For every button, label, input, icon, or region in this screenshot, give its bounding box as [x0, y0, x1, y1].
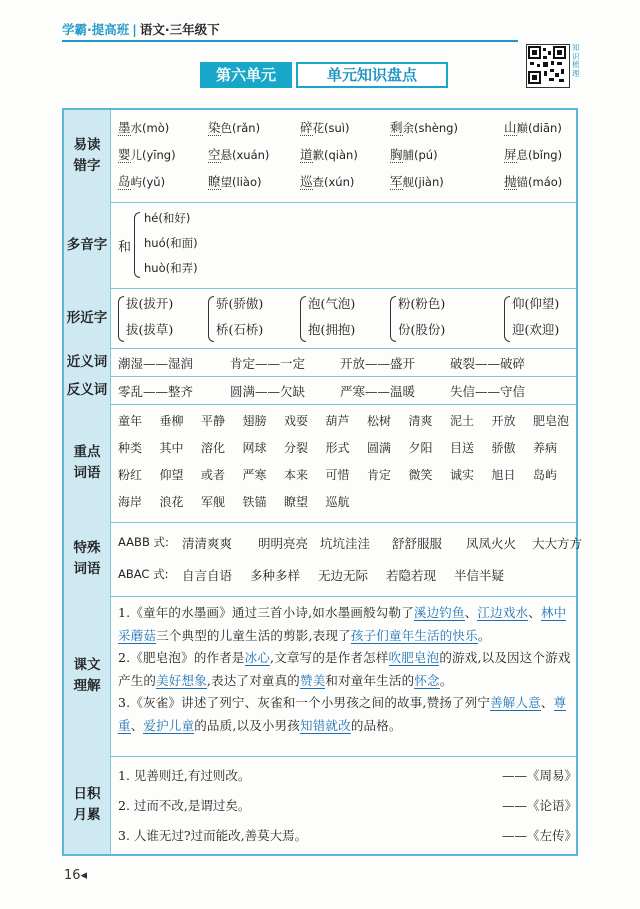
- synonym-pair: 开放——盛开: [340, 356, 416, 371]
- key-word: 垂柳: [159, 414, 184, 428]
- polyphone-char: 和: [118, 240, 132, 255]
- misread-item: [118, 118, 169, 136]
- highlighted-phrase: 溪边钓鱼: [413, 605, 465, 620]
- text-segment: 、: [464, 605, 478, 620]
- saying-text: 3. 人谁无过?过而能改,善莫大焉。: [118, 828, 308, 843]
- key-word: 粉红: [118, 468, 143, 482]
- synonym-list: [118, 348, 572, 376]
- saying-source: ——《周易》: [502, 768, 578, 783]
- key-word: 铁锚: [242, 495, 267, 509]
- misread-item: [208, 172, 261, 190]
- similar-char-item: 抱(拥抱): [308, 322, 356, 337]
- understanding-paragraph-3: [118, 692, 572, 737]
- highlighted-phrase: 孩子们童年生活的快乐: [350, 627, 478, 643]
- text-segment: 和对童年生活的: [325, 672, 415, 688]
- brace: [390, 296, 396, 342]
- section-similar-chars: [64, 288, 576, 349]
- section-polyphone: [64, 202, 576, 289]
- saying-source: ——《左传》: [502, 828, 578, 843]
- highlighted-phrase: 尊重: [118, 695, 567, 733]
- misread-pinyin: 悬(xuán): [220, 148, 270, 162]
- section-label: 重点词语: [64, 404, 111, 522]
- misread-pinyin: 舰(jiàn): [402, 175, 444, 189]
- text-segment: 、: [130, 717, 144, 733]
- key-word: 瞭望: [284, 495, 309, 509]
- similar-char-item: 份(股份): [398, 322, 446, 337]
- misread-pinyin: 巅(diān): [516, 121, 562, 135]
- misread-item: [390, 118, 458, 136]
- misread-item: [504, 118, 562, 136]
- abac-word: 无边无际: [318, 568, 369, 583]
- misread-item: [390, 172, 444, 190]
- misread-item: [300, 118, 349, 136]
- section-special-words: [64, 522, 583, 597]
- misread-char: 碎: [300, 120, 313, 135]
- brace: [134, 212, 140, 278]
- highlighted-phrase: 林中采蘑菇: [118, 605, 567, 643]
- key-word: 夕阳: [408, 441, 433, 455]
- knowledge-table: [62, 108, 583, 856]
- text-segment: 的品格。: [350, 717, 402, 733]
- text-segment: 3.《灰雀》讲述了列宁、灰雀和一个小男孩之间的故事,赞扬了列宁: [118, 695, 491, 710]
- highlighted-phrase: 江边戏水: [477, 605, 529, 620]
- key-word: 骄傲: [491, 441, 516, 455]
- antonym-list: [118, 376, 572, 404]
- key-word: 泥土: [450, 414, 475, 428]
- synonym-pair: 潮湿——湿润: [118, 356, 194, 371]
- text-segment: ,文章写的是作者怎样: [270, 650, 389, 665]
- page-number: 16◂: [64, 868, 88, 883]
- key-word: 种类: [118, 441, 143, 455]
- key-word: 微笑: [408, 468, 433, 482]
- key-word: 清爽: [408, 414, 433, 428]
- misread-char: 空: [208, 147, 221, 162]
- special-words-list: [118, 522, 583, 596]
- qr-code-icon[interactable]: [526, 44, 570, 88]
- key-word: 可惜: [325, 468, 350, 482]
- saying-text: 1. 见善则迁,有过则改。: [118, 768, 251, 783]
- section-label: 形近字: [64, 288, 111, 348]
- highlighted-phrase: 冰心: [244, 650, 271, 665]
- key-word: 目送: [450, 441, 475, 455]
- misread-pinyin: 望(liào): [220, 175, 262, 189]
- key-word: 松树: [367, 414, 392, 428]
- antonym-pair: 圆满——欠缺: [230, 384, 306, 399]
- section-easy-misread: [64, 110, 576, 203]
- key-word: 葫芦: [325, 414, 350, 428]
- section-label: 多音字: [64, 202, 111, 288]
- misread-item: [504, 145, 562, 163]
- similar-chars-list: [118, 288, 572, 348]
- key-word: 童年: [118, 414, 143, 428]
- misread-pinyin: 锚(máo): [516, 175, 563, 189]
- misread-item: [118, 172, 165, 190]
- highlighted-phrase: 赞美: [300, 672, 326, 688]
- key-words-grid: [118, 404, 572, 522]
- antonym-pair: 失信——守信: [450, 384, 526, 399]
- highlighted-phrase: 知错就改: [300, 717, 351, 733]
- qr-label: 知识梳理: [572, 43, 580, 78]
- key-word: 严寒: [242, 468, 267, 482]
- text-segment: 、: [540, 695, 554, 710]
- misread-char: 山: [504, 120, 517, 135]
- brand-separator: |: [132, 22, 137, 37]
- aabb-prefix: AABB 式:: [118, 535, 169, 549]
- antonym-pair: 严寒——温暖: [340, 384, 416, 399]
- key-word: 肥皂泡: [533, 414, 570, 428]
- similar-char-item: 泡(气泡): [308, 296, 356, 311]
- aabb-word: 清清爽爽: [182, 536, 233, 551]
- unit-tag: 第六单元: [200, 62, 292, 88]
- text-segment: 1.《童年的水墨画》通过三首小诗,如水墨画般勾勒了: [118, 605, 414, 620]
- highlighted-phrase: 善解人意: [490, 695, 541, 710]
- subject-name: 语文·三年级下: [139, 22, 220, 37]
- section-label: 反义词: [64, 376, 111, 404]
- brace: [208, 296, 214, 342]
- key-word: 其中: [159, 441, 184, 455]
- misread-char: 巡: [300, 174, 313, 189]
- polyphone-reading: hé(和好): [144, 211, 191, 225]
- misread-item: [118, 145, 176, 163]
- text-segment: 。: [477, 627, 491, 643]
- daily-accum-body: [118, 756, 578, 854]
- key-word: 形式: [325, 441, 350, 455]
- highlighted-phrase: 美好想象: [156, 672, 207, 688]
- misread-char: 婴: [118, 147, 131, 162]
- misread-list: [118, 110, 572, 202]
- unit-title: 单元知识盘点: [296, 62, 448, 88]
- misread-pinyin: 花(suì): [312, 121, 350, 135]
- abac-word: 半信半疑: [454, 568, 505, 583]
- misread-item: [208, 118, 260, 136]
- synonym-pair: 肯定——一定: [230, 356, 306, 371]
- understanding-paragraph-1: [118, 602, 572, 647]
- similar-char-item: 迎(欢迎): [512, 322, 560, 337]
- key-word: 本来: [284, 468, 309, 482]
- misread-char: 道: [300, 147, 313, 162]
- misread-pinyin: 儿(yīng): [130, 148, 176, 162]
- key-word: 军舰: [201, 495, 226, 509]
- polyphone-body: [118, 202, 572, 288]
- aabb-word: 坑坑洼洼: [320, 536, 371, 551]
- abac-prefix: ABAC 式:: [118, 567, 169, 581]
- misread-pinyin: 水(mò): [130, 121, 170, 135]
- saying-source: ——《论语》: [502, 798, 578, 813]
- misread-char: 军: [390, 174, 403, 189]
- misread-pinyin: 息(bǐng): [516, 148, 563, 162]
- section-label: 特殊词语: [64, 522, 111, 596]
- key-word: 岛屿: [533, 468, 558, 482]
- text-segment: 三个典型的儿童生活的剪影,表现了: [156, 627, 351, 643]
- misread-pinyin: 查(xún): [312, 175, 355, 189]
- abac-word: 若隐若现: [386, 568, 437, 583]
- misread-char: 抛: [504, 174, 517, 189]
- key-word: 浪花: [159, 495, 184, 509]
- key-word: 平静: [201, 414, 226, 428]
- text-segment: 。: [439, 672, 453, 688]
- misread-item: [300, 145, 358, 163]
- key-word: 或者: [201, 468, 226, 482]
- misread-pinyin: 屿(yǔ): [130, 175, 166, 189]
- polyphone-reading: huò(和弄): [144, 261, 198, 275]
- polyphone-reading: huó(和面): [144, 236, 198, 250]
- page-header: [0, 0, 640, 44]
- section-understanding: [64, 596, 576, 757]
- similar-char-item: 骄(骄傲): [216, 296, 264, 311]
- key-word: 旭日: [491, 468, 516, 482]
- key-word: 翅膀: [242, 414, 267, 428]
- section-label: 易读错字: [64, 110, 111, 202]
- key-word: 网球: [242, 441, 267, 455]
- misread-item: [300, 172, 354, 190]
- abac-word: 多种多样: [250, 568, 301, 583]
- brand-line: [62, 20, 220, 38]
- brace: [504, 296, 510, 342]
- key-word: 圆满: [367, 441, 392, 455]
- misread-char: 岛: [118, 174, 131, 189]
- understanding-body: [118, 602, 572, 756]
- abac-word: 自言自语: [182, 568, 233, 583]
- misread-pinyin: 余(shèng): [402, 121, 458, 135]
- key-word: 仰望: [159, 468, 184, 482]
- brace: [118, 296, 124, 342]
- similar-char-item: 拔(拔开): [126, 296, 174, 311]
- similar-char-item: 粉(粉色): [398, 296, 446, 311]
- highlighted-phrase: 爱护儿童: [143, 717, 195, 733]
- misread-char: 剩: [390, 120, 403, 135]
- text-segment: 的游戏,以及因这个游戏产生的: [118, 650, 571, 688]
- key-word: 肯定: [367, 468, 392, 482]
- key-word: 巡航: [325, 495, 350, 509]
- header-rule: [62, 40, 518, 42]
- key-word: 溶化: [201, 441, 226, 455]
- misread-char: 瞭: [208, 174, 221, 189]
- highlighted-phrase: 吹肥皂泡: [388, 650, 440, 665]
- aabb-word: 舒舒服服: [392, 536, 443, 551]
- key-word: 诚实: [450, 468, 475, 482]
- section-label: 课文理解: [64, 596, 111, 756]
- text-segment: 的品质,以及小男孩: [194, 717, 300, 733]
- section-daily-accum: [64, 756, 576, 854]
- key-word: 分裂: [284, 441, 309, 455]
- section-key-words: [64, 404, 576, 523]
- misread-char: 屏: [504, 147, 517, 162]
- misread-pinyin: 歉(qiàn): [312, 148, 358, 162]
- section-synonyms: [64, 348, 576, 377]
- section-label: 日积月累: [64, 756, 111, 854]
- highlighted-phrase: 怀念: [414, 672, 440, 688]
- similar-char-item: 仰(仰望): [512, 296, 560, 311]
- misread-item: [208, 145, 269, 163]
- text-segment: 、: [528, 605, 541, 620]
- misread-char: 墨: [118, 120, 131, 135]
- misread-pinyin: 脯(pú): [402, 148, 438, 162]
- brace: [300, 296, 306, 342]
- aabb-word: 大大方方: [532, 536, 583, 551]
- misread-item: [390, 145, 438, 163]
- key-word: 养病: [533, 441, 558, 455]
- similar-char-item: 拔(拔草): [126, 322, 174, 337]
- aabb-word: 凤凤火火: [466, 536, 517, 551]
- misread-char: 染: [208, 120, 221, 135]
- synonym-pair: 破裂——破碎: [450, 356, 526, 371]
- section-antonyms: [64, 376, 576, 405]
- misread-item: [504, 172, 562, 190]
- aabb-word: 明明亮亮: [258, 536, 309, 551]
- key-word: 戏耍: [284, 414, 309, 428]
- brand-name: 学霸·提高班: [62, 22, 130, 37]
- similar-char-item: 桥(石桥): [216, 322, 264, 337]
- saying-text: 2. 过而不改,是谓过矣。: [118, 798, 251, 813]
- understanding-paragraph-2: [118, 647, 572, 692]
- section-label: 近义词: [64, 348, 111, 376]
- key-word: 开放: [491, 414, 516, 428]
- text-segment: ,表达了对童真的: [206, 672, 300, 688]
- key-word: 海岸: [118, 495, 143, 509]
- misread-pinyin: 色(rǎn): [220, 121, 261, 135]
- antonym-pair: 零乱——整齐: [118, 384, 194, 399]
- text-segment: 2.《肥皂泡》的作者是: [118, 650, 245, 665]
- misread-char: 胸: [390, 147, 403, 162]
